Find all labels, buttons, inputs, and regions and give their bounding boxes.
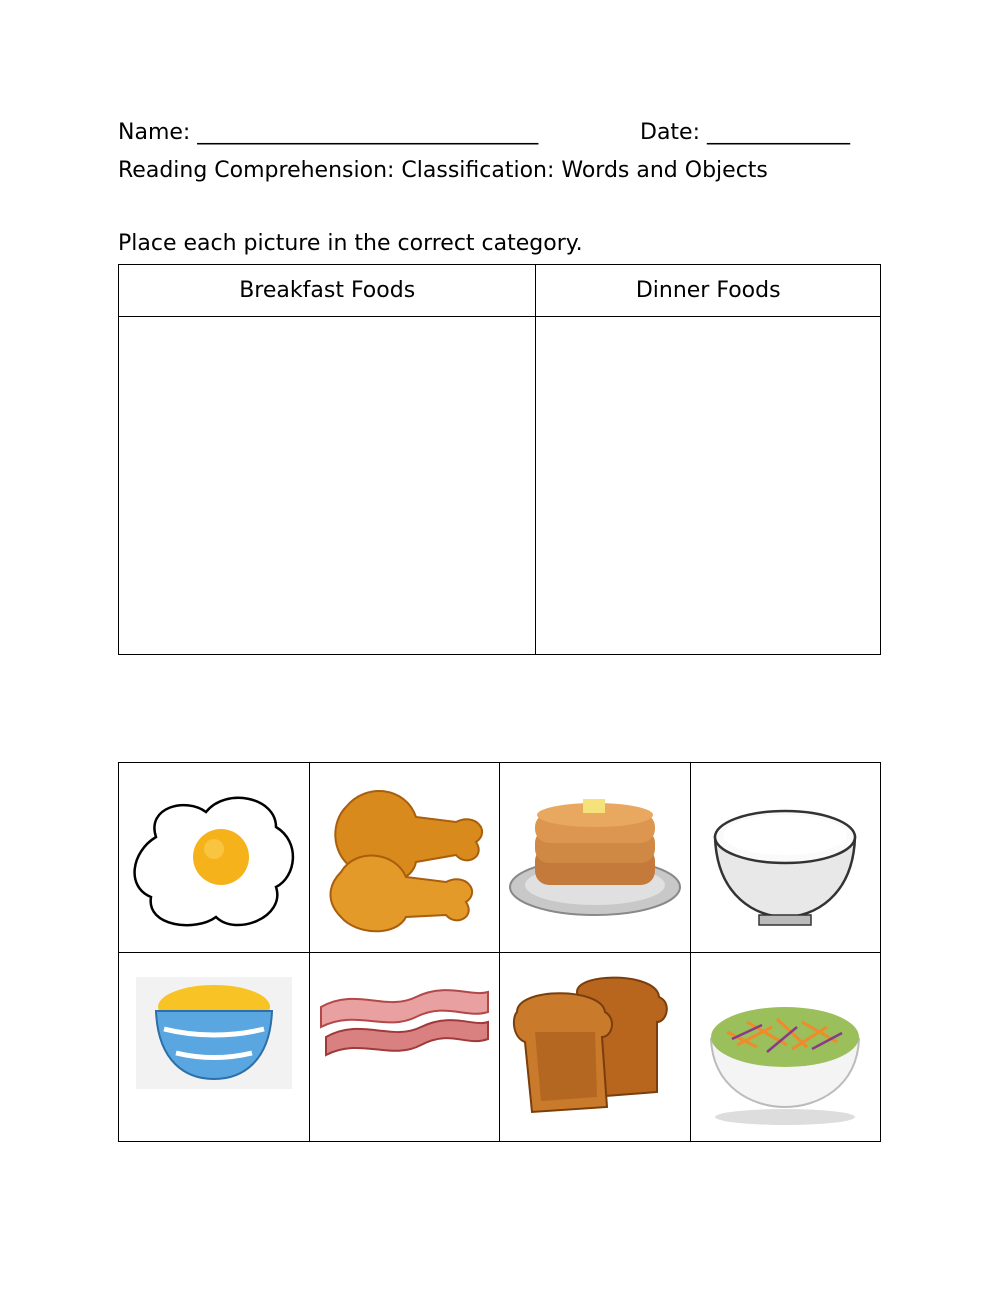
picture-cell bbox=[309, 763, 500, 953]
bacon-icon[interactable] bbox=[316, 967, 492, 1127]
pancakes-icon[interactable] bbox=[507, 777, 683, 937]
picture-cell bbox=[309, 952, 500, 1142]
fried-egg-icon[interactable] bbox=[126, 777, 302, 937]
picture-cell bbox=[690, 763, 881, 953]
picture-cell bbox=[119, 763, 310, 953]
rice-bowl-icon[interactable] bbox=[697, 777, 873, 937]
column-header-dinner: Dinner Foods bbox=[536, 265, 881, 317]
coleslaw-icon[interactable] bbox=[697, 967, 873, 1127]
toast-icon[interactable] bbox=[507, 967, 683, 1127]
sorting-table bbox=[118, 264, 881, 655]
picture-cell bbox=[690, 952, 881, 1142]
fried-chicken-icon[interactable] bbox=[316, 777, 492, 937]
mac-and-cheese-icon[interactable] bbox=[126, 967, 302, 1127]
picture-cell bbox=[500, 952, 691, 1142]
breakfast-drop-zone[interactable] bbox=[119, 317, 536, 655]
name-field[interactable]: Name: _______________________________ bbox=[118, 120, 539, 145]
picture-cell bbox=[500, 763, 691, 953]
date-field[interactable]: Date: _____________ bbox=[640, 120, 850, 145]
dinner-drop-zone[interactable] bbox=[536, 317, 881, 655]
column-header-breakfast: Breakfast Foods bbox=[119, 265, 536, 317]
worksheet-subtitle: Reading Comprehension: Classification: Words and Objects bbox=[118, 158, 768, 183]
picture-grid bbox=[118, 762, 881, 1142]
picture-cell bbox=[119, 952, 310, 1142]
instruction-text: Place each picture in the correct category. bbox=[118, 231, 583, 256]
